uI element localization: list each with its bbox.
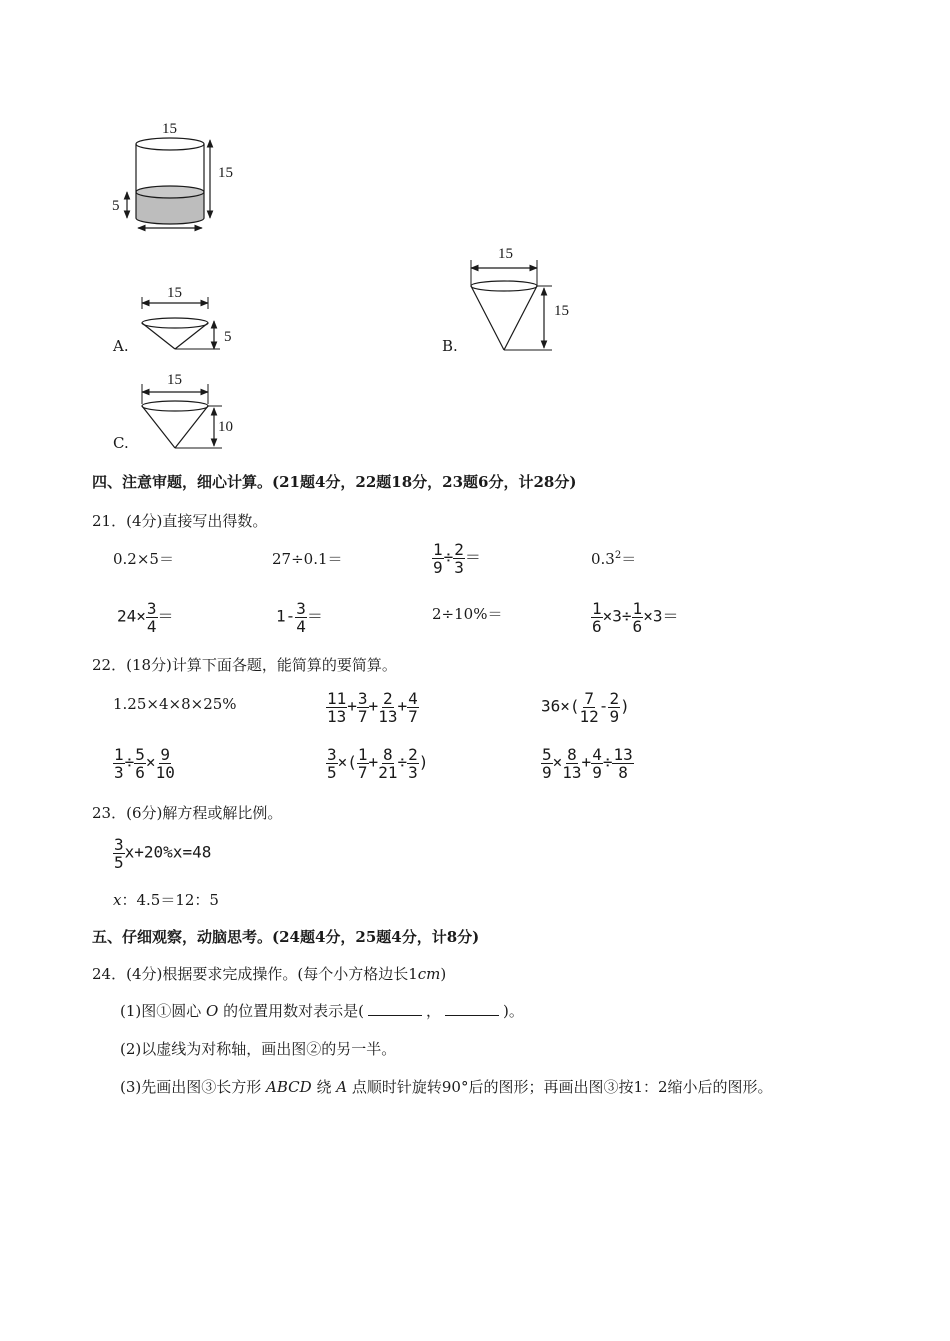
q24-title: 24．(4分)根据要求完成操作。(每个小方格边长1cm) [92, 965, 447, 983]
q21-item-d: $0.3^2=$ [591, 550, 637, 568]
option-b-letter: B. [442, 337, 458, 355]
fraction: $\frac{3}{4}$ [296, 599, 306, 636]
section-4-title: 四、注意审题，细心计算。(21题4分，22题18分，23题6分，计28分) [92, 473, 577, 491]
fraction: $\frac{1}{6}$ [592, 599, 602, 636]
option-c-height-label: 10 [218, 419, 233, 435]
q21-item-e: 24× $\frac{3}{4}$ ＝ [117, 599, 174, 636]
option-b-width-label: 15 [498, 246, 513, 262]
cylinder-figure [100, 110, 260, 240]
q21-item-h: $\frac{1}{6}$ ×3÷ $\frac{1}{6}$ ×3＝ [592, 599, 679, 636]
cylinder-top-label: 15 [162, 121, 177, 137]
q21-item-b: 27÷0.1＝ [272, 550, 343, 568]
q21-item-a: 0.2×5＝ [113, 550, 174, 568]
option-a-width-label: 15 [167, 285, 182, 301]
q21-item-g: 2÷10%＝ [432, 605, 503, 623]
option-c-letter: C. [113, 434, 129, 452]
q22-item-f: $\frac{5}{9}$ × $\frac{8}{13}$ + $\frac{4}{9}$ ÷ $\frac{13}{8}$ [542, 745, 633, 782]
q24-sub-1: (1)图①圆心 O 的位置用数对表示是( ， )。 [120, 1002, 524, 1020]
q23-title: 23．(6分)解方程或解比例。 [92, 804, 283, 822]
q22-item-d: $\frac{1}{3}$ ÷ $\frac{5}{6}$ × $\frac{9}{10}$ [114, 745, 175, 782]
q21-item-f: 1- $\frac{3}{4}$ ＝ [276, 599, 323, 636]
q22-title: 22．(18分)计算下面各题，能简算的要简算。 [92, 656, 397, 674]
q24-sub-2: (2)以虚线为对称轴，画出图②的另一半。 [120, 1040, 397, 1058]
q23-equation-1: $\frac{3}{5}$ x+20%x=48 [114, 835, 212, 872]
option-a-letter: A. [113, 337, 129, 355]
q24-sub-3: (3)先画出图③长方形 ABCD 绕 A 点顺时针旋转90°后的图形；再画出图③按1：2缩小后的图形。 [120, 1078, 773, 1096]
q22-item-a: 1.25×4×8×25% [113, 695, 237, 713]
fraction: $\frac{1}{6}$ [632, 599, 643, 636]
section-5-title: 五、仔细观察，动脑思考。(24题4分，25题4分，计8分) [92, 928, 480, 946]
option-b-height-label: 15 [554, 303, 569, 319]
option-a-figure [130, 285, 250, 360]
option-a-height-label: 5 [224, 329, 232, 345]
q22-item-e: $\frac{3}{5}$ ×( $\frac{1}{7}$ + $\frac{8}{21}$ ÷ $\frac{2}{3}$ ) [327, 745, 429, 782]
answer-blank[interactable] [445, 1001, 499, 1016]
water-surface [136, 186, 204, 198]
q22-item-c: 36×( $\frac{7}{12}$ - $\frac{2}{9}$ ) [541, 689, 630, 726]
option-c-figure [130, 368, 260, 458]
q21-title: 21．(4分)直接写出得数。 [92, 512, 268, 530]
option-b-figure [462, 240, 592, 360]
q22-item-b: $\frac{11}{13}$ + $\frac{3}{7}$ + $\frac{2}{13}$ + $\frac{4}{7}$ [327, 689, 418, 726]
q23-equation-2: x：4.5＝12：5 [113, 891, 219, 909]
fraction: $\frac{1}{9}$ [433, 540, 443, 577]
option-c-width-label: 15 [167, 372, 182, 388]
q21-item-c: $\frac{1}{9}$ ÷ $\frac{2}{3}$ ＝ [433, 540, 481, 577]
fraction: $\frac{3}{4}$ [146, 599, 157, 636]
cylinder-height-label: 15 [218, 165, 233, 181]
cylinder-water-label: 5 [112, 198, 120, 214]
answer-blank[interactable] [368, 1001, 422, 1016]
cylinder-top [136, 138, 204, 150]
fraction: $\frac{2}{3}$ [454, 540, 464, 577]
